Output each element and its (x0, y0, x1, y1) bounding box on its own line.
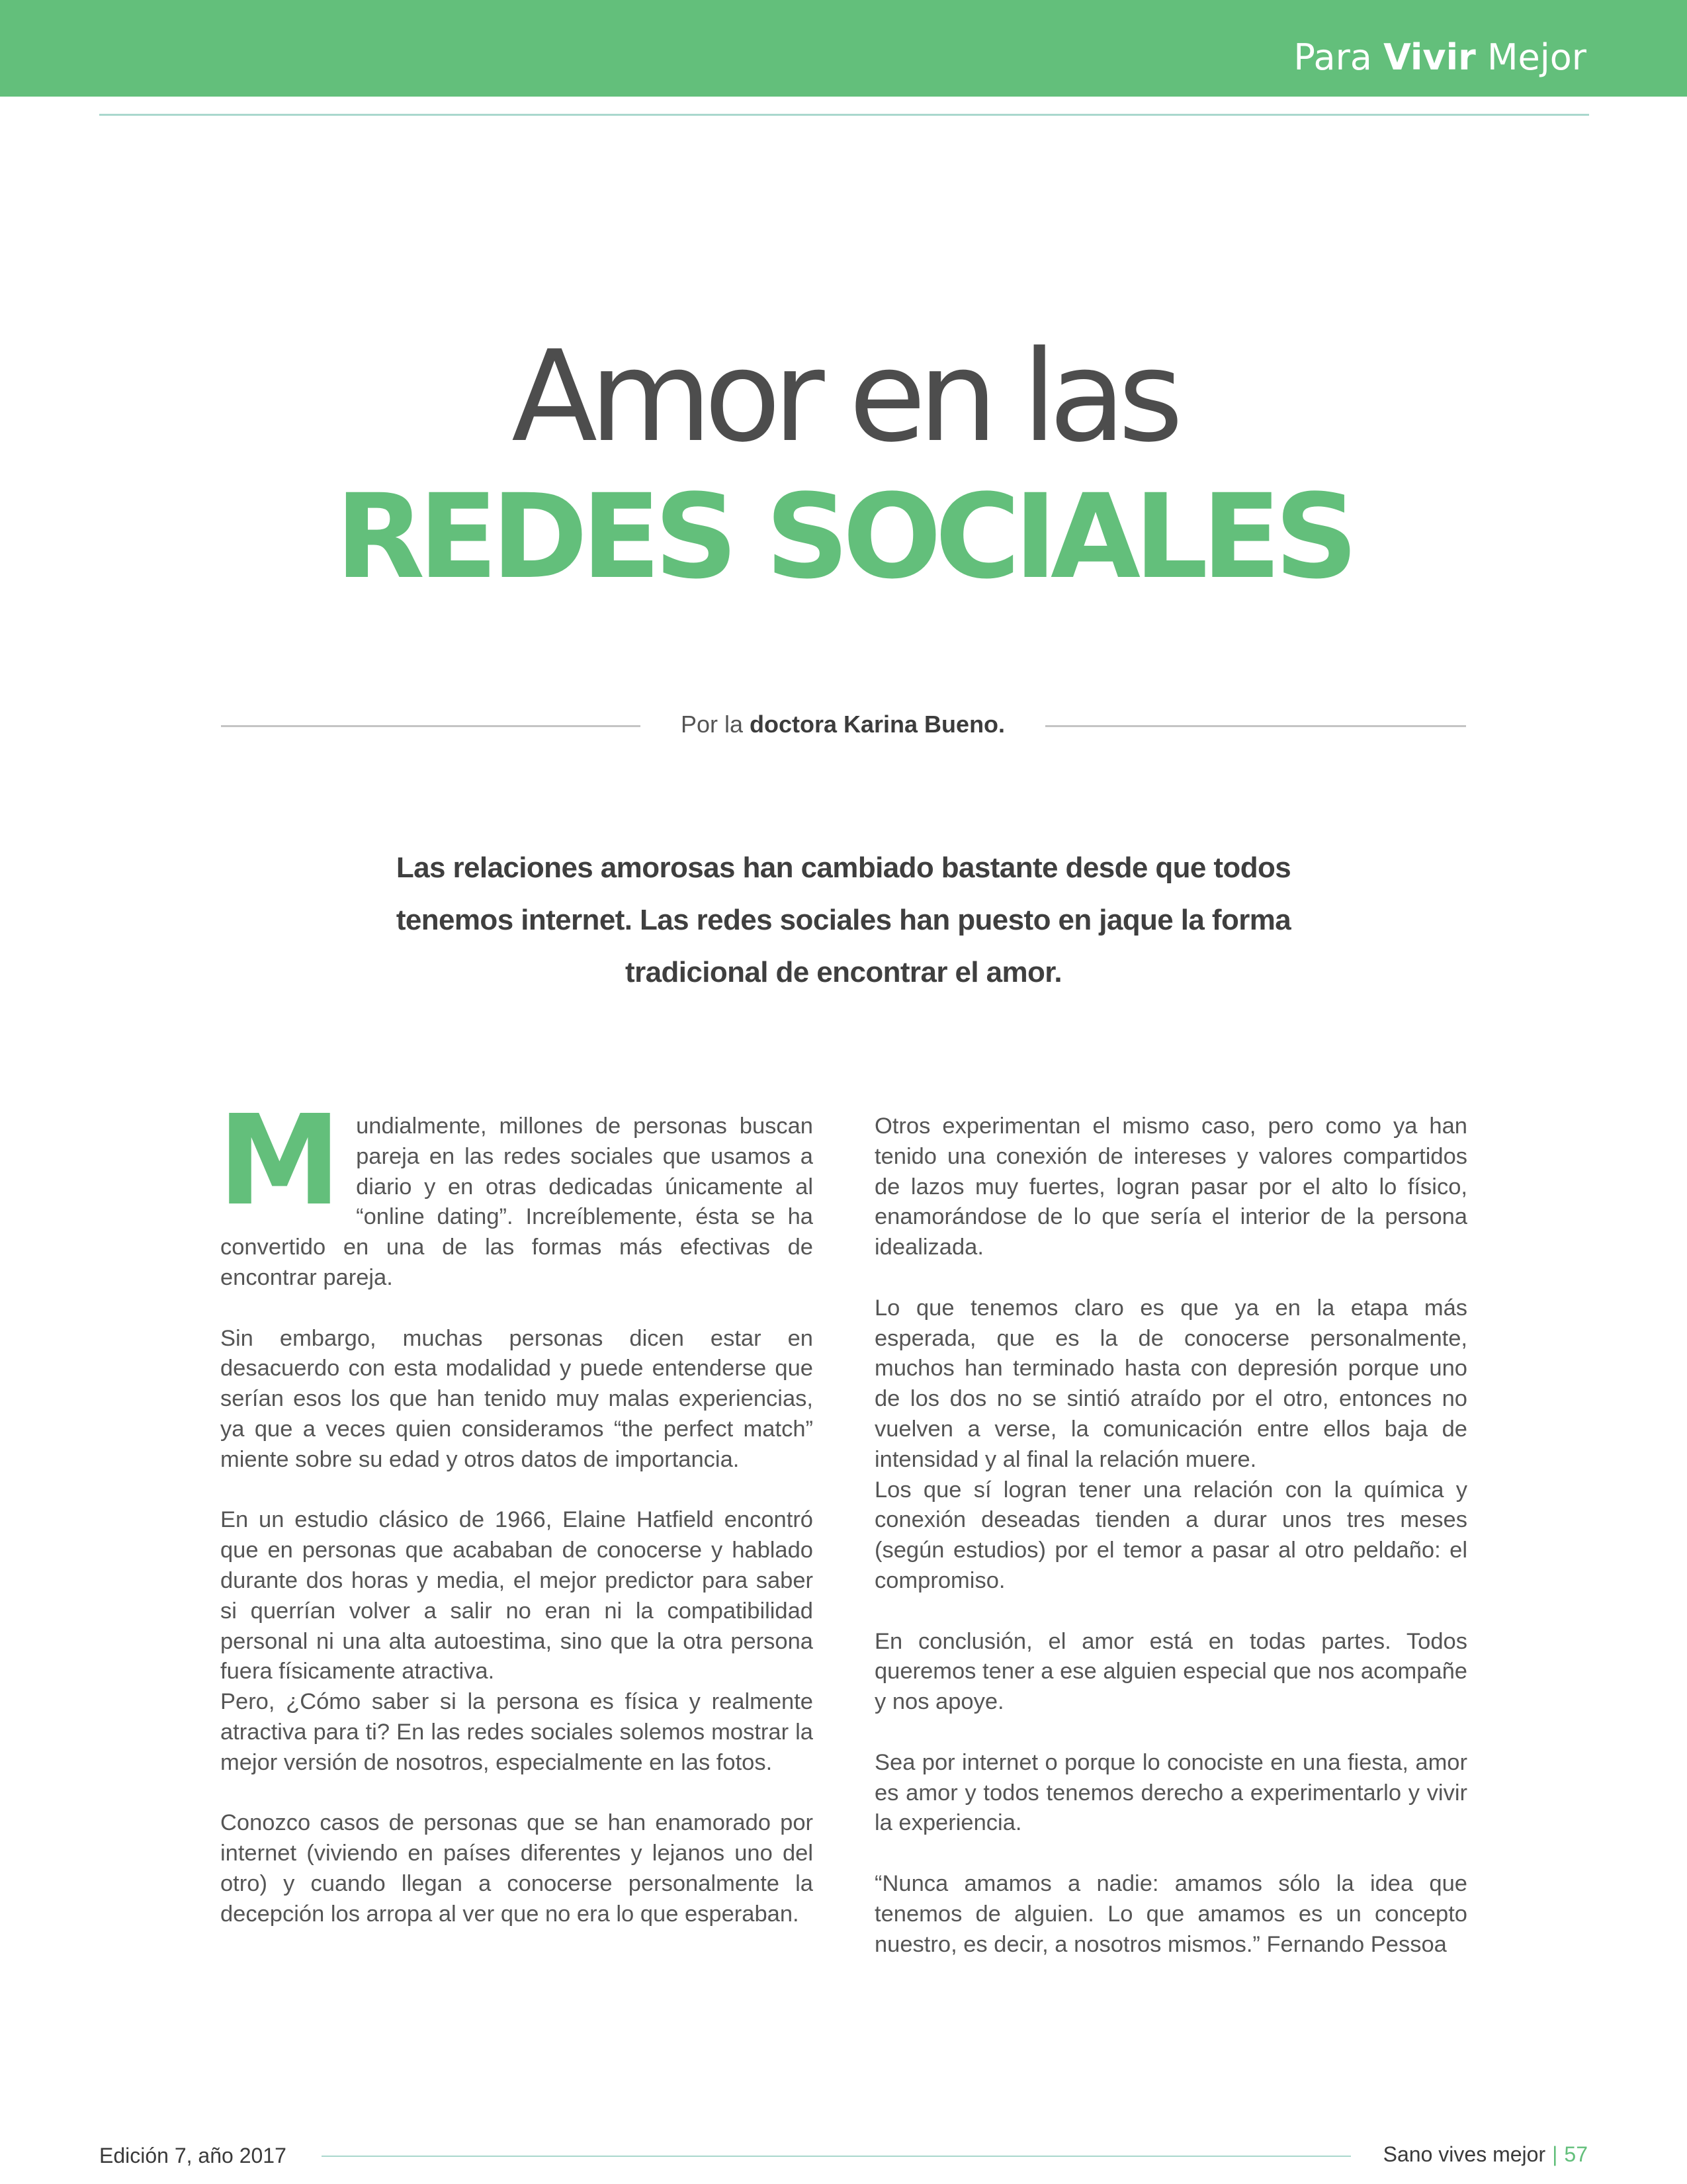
footer-magazine: Sano vives mejor (1383, 2142, 1546, 2166)
section-label (1293, 36, 1586, 78)
article-title-line2: REDES SOCIALES (335, 469, 1352, 605)
paragraph-right-1: Otros experimentan el mismo caso, pero como ya han tenido una conexión de intereses y valores compartidos de lazos muy fuertes, logran pasar por el alto lo físico, enamorándose de lo que sería el interior de la persona idealizada. (875, 1114, 1467, 1260)
byline (640, 711, 1045, 738)
footer-edition: Edición 7, año 2017 (99, 2144, 286, 2167)
left-column (218, 1088, 813, 1960)
section-label-bold: Vivir (1383, 36, 1476, 78)
footer-right (1383, 2142, 1588, 2167)
dropcap: M (218, 1088, 342, 1233)
paragraph-right-5: Sea por internet o porque lo conociste en una fiesta, amor es amor y todos tenemos derecho a experimentarlo y vivir la experiencia. (875, 1749, 1467, 1836)
byline-prefix: Por la (680, 711, 743, 738)
paragraph-left-2: Sin embargo, muchas personas dicen estar en desacuerdo con esta modalidad y puede entenderse que serían esos los que han tenido muy malas experiencias, ya que a veces quien consideramos “the perfect match” miente sobre su edad y otros datos de importancia. (220, 1325, 813, 1472)
paragraph-left-1-text: undialmente, millones de personas buscan pareja en las redes sociales que usamos a diario y en otras dedicadas únicamente al “online dating”. Increíblemente, ésta se ha convertido en una de las formas más efectivas de encontrar pareja. (220, 1114, 813, 1290)
paragraph-left-5: Conozco casos de personas que se han enamorado por internet (viviendo en países diferentes y lejanos uno del otro) y cuando llegan a conocerse personalmente la decepción los arropa al ver que no era lo que esperaban. (220, 1810, 813, 1927)
byline-divider-right (1045, 725, 1466, 727)
paragraph-right-3: Los que sí logran tener una relación con la química y conexión deseadas tienden a durar unos tres meses (según estudios) por el temor a pasar al otro peldaño: el compromiso. (875, 1477, 1467, 1593)
section-label-prefix: Para (1293, 36, 1372, 78)
paragraph-right-6: “Nunca amamos a nadie: amamos sólo la idea que tenemos de alguien. Lo que amamos es un concepto nuestro, es decir, a nosotros mismos.” Fernando Pessoa (875, 1870, 1467, 1957)
footer-divider (322, 2156, 1351, 2157)
paragraph-left-1 (218, 1088, 813, 1293)
right-column (875, 1112, 1467, 1990)
paragraph-right-4: En conclusión, el amor está en todas partes. Todos queremos tener a ese alguien especial que nos acompañe y nos apoye. (875, 1628, 1467, 1715)
paragraph-right-2: Lo que tenemos claro es que ya en la etapa más esperada, que es la de conocerse personalmente, muchos han terminado hasta con depresión porque uno de los dos no se sintió atraído por el otro, entonces no vuelven a verse, la comunicación entre ellos baja de intensidad y al final la relación muere. (875, 1295, 1467, 1472)
section-label-suffix: Mejor (1487, 36, 1586, 78)
header-divider (99, 114, 1589, 116)
article-title-line1: Amor en las (511, 324, 1176, 470)
lead-paragraph: Las relaciones amorosas han cambiado bastante desde que todos tenemos internet. Las redes sociales han puesto en jaque la forma tradicional de encontrar el amor. (396, 852, 1291, 988)
footer-separator: | (1552, 2142, 1558, 2166)
byline-divider-left (221, 725, 640, 727)
paragraph-left-3: En un estudio clásico de 1966, Elaine Hatfield encontró que en personas que acababan de conocerse y hablado durante dos horas y media, el mejor predictor para saber si querrían volver a salir no eran ni la compatibilidad personal ni una alta autoestima, sino que la otra persona fuera físicamente atractiva. (220, 1507, 813, 1684)
page-number: 57 (1564, 2142, 1588, 2166)
paragraph-left-4: Pero, ¿Cómo saber si la persona es física y realmente atractiva para ti? En las redes sociales solemos mostrar la mejor versión de nosotros, especialmente en las fotos. (220, 1689, 813, 1775)
byline-author: doctora Karina Bueno. (750, 711, 1006, 738)
